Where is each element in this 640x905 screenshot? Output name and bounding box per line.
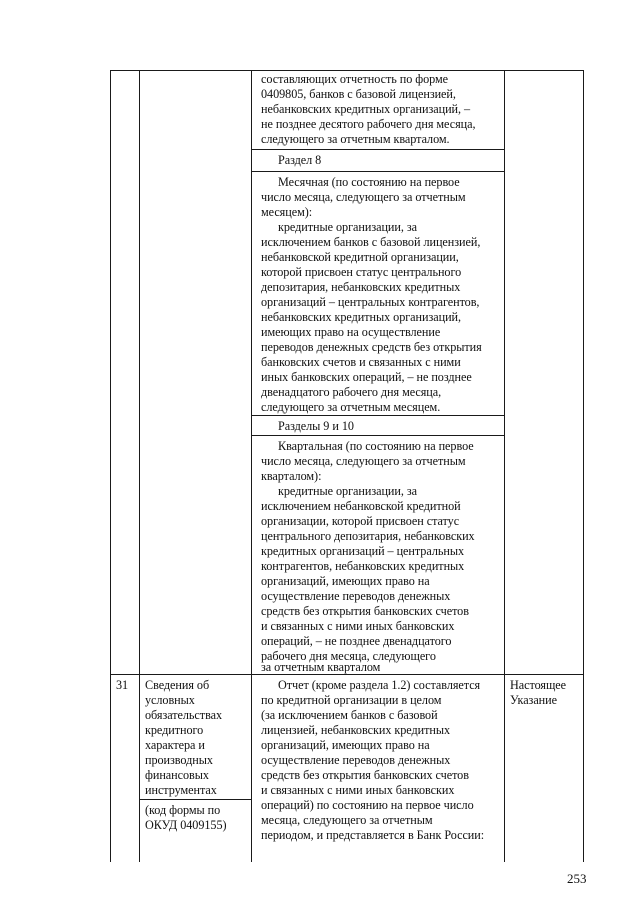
cell-text: операций, – не позднее двенадцатого <box>261 634 452 648</box>
cell-text: средств без открытия банковских счетов <box>261 604 469 618</box>
table-top-border <box>110 70 584 71</box>
cell-text: организации, которой присвоен статус <box>261 514 460 528</box>
form-code: ОКУД 0409155) <box>145 818 227 832</box>
form-code: (код формы по <box>145 803 221 817</box>
cell-text: осуществление переводов денежных <box>261 753 451 767</box>
page-number: 253 <box>567 871 587 886</box>
form-name: Сведения об <box>145 678 210 692</box>
cell-text: составляющих отчетность по форме <box>261 72 449 86</box>
cell-text: небанковской кредитной организации, <box>261 250 459 264</box>
section-heading: Раздел 8 <box>278 153 322 167</box>
cell-text: средств без открытия банковских счетов <box>261 768 469 782</box>
cell-text: иных банковских операций, – не позднее <box>261 370 472 384</box>
col-border-3 <box>504 70 505 862</box>
row-number: 31 <box>116 678 129 692</box>
cell-text: и связанных с ними иных банковских <box>261 619 455 633</box>
cell-text: небанковских кредитных организаций, – <box>261 102 471 116</box>
section-heading: Разделы 9 и 10 <box>278 419 354 433</box>
cell-text: осуществление переводов денежных <box>261 589 451 603</box>
paragraph-rule <box>251 415 504 416</box>
cell-text: центрального депозитария, небанковских <box>261 529 475 543</box>
cell-text: кварталом): <box>261 469 322 483</box>
cell-text: исключением небанковской кредитной <box>261 499 461 513</box>
cell-text: Месячная (по состоянию на первое <box>278 175 460 189</box>
cell-text: по кредитной организации в целом <box>261 693 442 707</box>
col-border-1 <box>139 70 140 862</box>
paragraph-rule <box>251 171 504 172</box>
cell-text: не позднее десятого рабочего дня месяца, <box>261 117 476 131</box>
cell-text: лицензией, небанковских кредитных <box>261 723 451 737</box>
cell-text: организаций – центральных контрагентов, <box>261 295 480 309</box>
cell-text: (за исключением банков с базовой <box>261 708 438 722</box>
cell-text: за отчетным кварталом <box>261 660 381 674</box>
cell-text: переводов денежных средств без открытия <box>261 340 482 354</box>
form-name: характера и <box>145 738 205 752</box>
cell-text: небанковских кредитных организаций, <box>261 310 462 324</box>
cell-text: кредитные организации, за <box>278 220 417 234</box>
cell-text: следующего за отчетным месяцем. <box>261 400 441 414</box>
cell-text: операций) по состоянию на первое число <box>261 798 474 812</box>
cell-text: банковских счетов и связанных с ними <box>261 355 461 369</box>
col-border-right <box>583 70 584 862</box>
cell-text: число месяца, следующего за отчетным <box>261 190 466 204</box>
form-name: обязательствах <box>145 708 223 722</box>
cell-text: периодом, и представляется в Банк России: <box>261 828 485 842</box>
cell-text: депозитария, небанковских кредитных <box>261 280 461 294</box>
cell-text: исключением банков с базовой лицензией, <box>261 235 481 249</box>
cell-text: число месяца, следующего за отчетным <box>261 454 466 468</box>
cell-text: Квартальная (по состоянию на первое <box>278 439 474 453</box>
cell-text: организаций, имеющих право на <box>261 738 430 752</box>
col-border-left <box>110 70 111 862</box>
form-name: условных <box>145 693 195 707</box>
cell-text: организаций, имеющих право на <box>261 574 430 588</box>
cell-text: контрагентов, небанковских кредитных <box>261 559 465 573</box>
cell-text: которой присвоен статус центрального <box>261 265 462 279</box>
effective-doc: Указание <box>510 693 557 707</box>
cell-text: Отчет (кроме раздела 1.2) составляется <box>278 678 481 692</box>
cell-text: 0409805, банков с базовой лицензией, <box>261 87 456 101</box>
paragraph-rule <box>251 435 504 436</box>
cell-text: имеющих право на осуществление <box>261 325 441 339</box>
form-name: производных <box>145 753 213 767</box>
form-name: кредитного <box>145 723 204 737</box>
paragraph-rule <box>251 149 504 150</box>
form-name: финансовых <box>145 768 209 782</box>
form-name: инструментах <box>145 783 217 797</box>
cell-text: рабочего дня месяца, следующего <box>261 649 436 663</box>
cell-text: месяцем): <box>261 205 313 219</box>
cell-text: и связанных с ними иных банковских <box>261 783 455 797</box>
cell-text: следующего за отчетным кварталом. <box>261 132 450 146</box>
cell-text: двенадцатого рабочего дня месяца, <box>261 385 442 399</box>
paragraph-rule <box>139 799 251 800</box>
cell-text: кредитных организаций – центральных <box>261 544 465 558</box>
cell-text: кредитные организации, за <box>278 484 417 498</box>
col-border-2 <box>251 70 252 862</box>
cell-text: месяца, следующего за отчетным <box>261 813 433 827</box>
effective-doc: Настоящее <box>510 678 567 692</box>
